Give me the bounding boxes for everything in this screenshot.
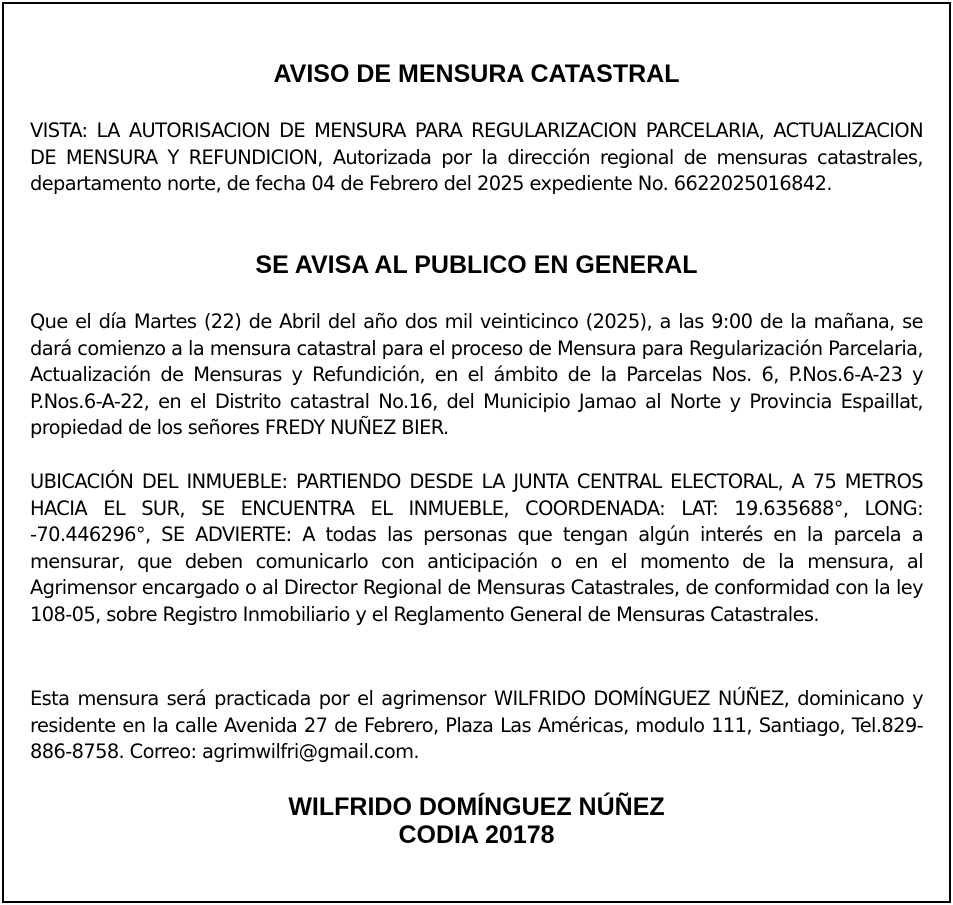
signature-block <box>30 793 923 849</box>
signature-name: WILFRIDO DOMÍNGUEZ NÚÑEZ <box>288 793 665 821</box>
surveyor-paragraph: Esta mensura será practicada por el agrimensor WILFRIDO DOMÍNGUEZ NÚÑEZ, dominicano y residente en la calle Avenida 27 de Febrero, Plaza Las Américas, modulo 111, Santiago, Tel.829-886-8758. Correo: agrimwilfri@gmail.com. <box>30 687 923 763</box>
notice-subtitle: SE AVISA AL PUBLICO EN GENERAL <box>255 251 698 279</box>
location-paragraph: UBICACIÓN DEL INMUEBLE: PARTIENDO DESDE LA JUNTA CENTRAL ELECTORAL, A 75 METROS HACIA EL SUR, SE ENCUENTRA EL INMUEBLE, COORDENADA: LAT: 19.635688°, LONG: -70.446296°, SE ADVIERTE: A todas las personas que tengan algún interés en la parcela a mensurar, que deben comunicarlo con anticipación o en el momento de la mensura, al Agrimensor encargado o al Director Regional de Mensuras Catastrales, de conformidad con la ley 108-05, sobre Registro Inmobiliario y el Reglamento General de Mensuras Catastrales. <box>30 470 923 626</box>
schedule-paragraph: Que el día Martes (22) de Abril del año dos mil veinticinco (2025), a las 9:00 de la mañana, se dará comienzo a la mensura catastral para el proceso de Mensura para Regularización Parcelaria, Actualización de Mensuras y Refundición, en el ámbito de la Parcelas Nos. 6, P.Nos.6-A-23 y P.Nos.6-A-22, en el Distrito catastral No.16, del Municipio Jamao al Norte y Provincia Espaillat, propiedad de los señores FREDY NUÑEZ BIER. <box>30 310 923 439</box>
signature-codia: CODIA 20178 <box>398 821 555 849</box>
notice-title: AVISO DE MENSURA CATASTRAL <box>273 60 680 88</box>
vista-paragraph: VISTA: LA AUTORISACION DE MENSURA PARA REGULARIZACION PARCELARIA, ACTUALIZACION DE MENSURA Y REFUNDICION, Autorizada por la dirección regional de mensuras catastrales, departamento norte, de fecha 04 de Febrero del 2025 expediente No. 6622025016842. <box>30 119 923 195</box>
notice-box <box>2 2 951 903</box>
